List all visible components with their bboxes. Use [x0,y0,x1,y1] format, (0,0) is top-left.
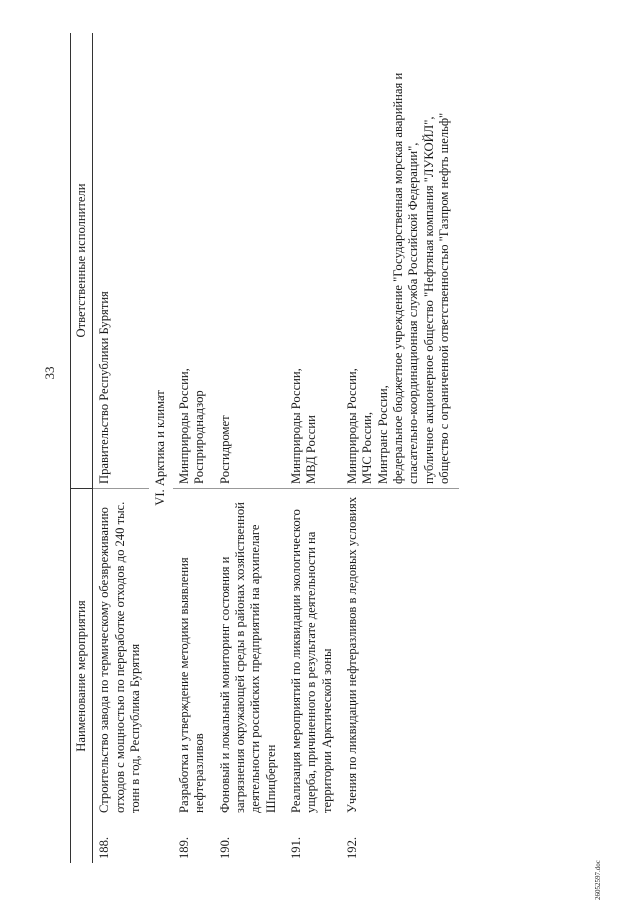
row-responsible: Росгидромет [214,33,285,489]
row-event: Фоновый и локальный мониторинг состояния и загрязнения окружающей среды в районах хозяйственной деятельности российских предприятий на архипелаге Шпицберген [217,502,278,813]
row-number: 191. [288,836,303,859]
row-responsible: Минприроды России, МВД России [285,33,341,489]
table-row [285,33,341,863]
row-responsible: Правительство Республики Бурятия [93,33,150,489]
row-responsible: Минприроды России, МЧС России, Минтранс России, федеральное бюджетное учреждение "Государственная морская аварийная и спасательно-координационная служба Российской Федерации", публичное акционерное общество "Нефтяная компания "ЛУКОЙЛ", общество с ограниченной ответственностью "Газпром нефть шельф" [341,33,459,489]
section-row [149,33,172,863]
rotated-table-container [70,33,600,863]
header-event: Наименование мероприятия [71,489,93,864]
row-event: Реализация мероприятий по ликвидации экологического ущерба, причиненного в результате деятельности на территории Арктической зоны [288,509,334,813]
table-body-after [173,33,459,863]
row-responsible: Минприроды России, Росприроднадзор [173,33,214,489]
measures-table [70,33,459,863]
table-row [93,33,150,863]
table-row [341,33,459,863]
row-event: Разработка и утверждение методики выявления нефтеразливов [176,557,207,813]
footer-doc-id: 26052597.doc [594,860,602,900]
table-body-before [93,33,150,863]
row-number: 190. [217,836,232,859]
section-title: VI. Арктика и климат [153,390,168,506]
row-event: Строительство завода по термическому обезвреживанию отходов с мощностью по переработке отходов до 240 тыс. тонн в год, Республика Бурятия [97,501,143,813]
section-heading-body [149,33,172,863]
row-event: Учения по ликвидации нефтеразливов в ледовых условиях [345,496,360,813]
table-header-row [71,33,93,863]
table-row [214,33,285,863]
header-responsible: Ответственные исполнители [71,33,93,489]
page-number: 33 [42,366,57,380]
row-number: 189. [176,836,191,859]
row-number: 192. [345,836,360,859]
table-row [173,33,214,863]
row-number: 188. [97,836,112,859]
